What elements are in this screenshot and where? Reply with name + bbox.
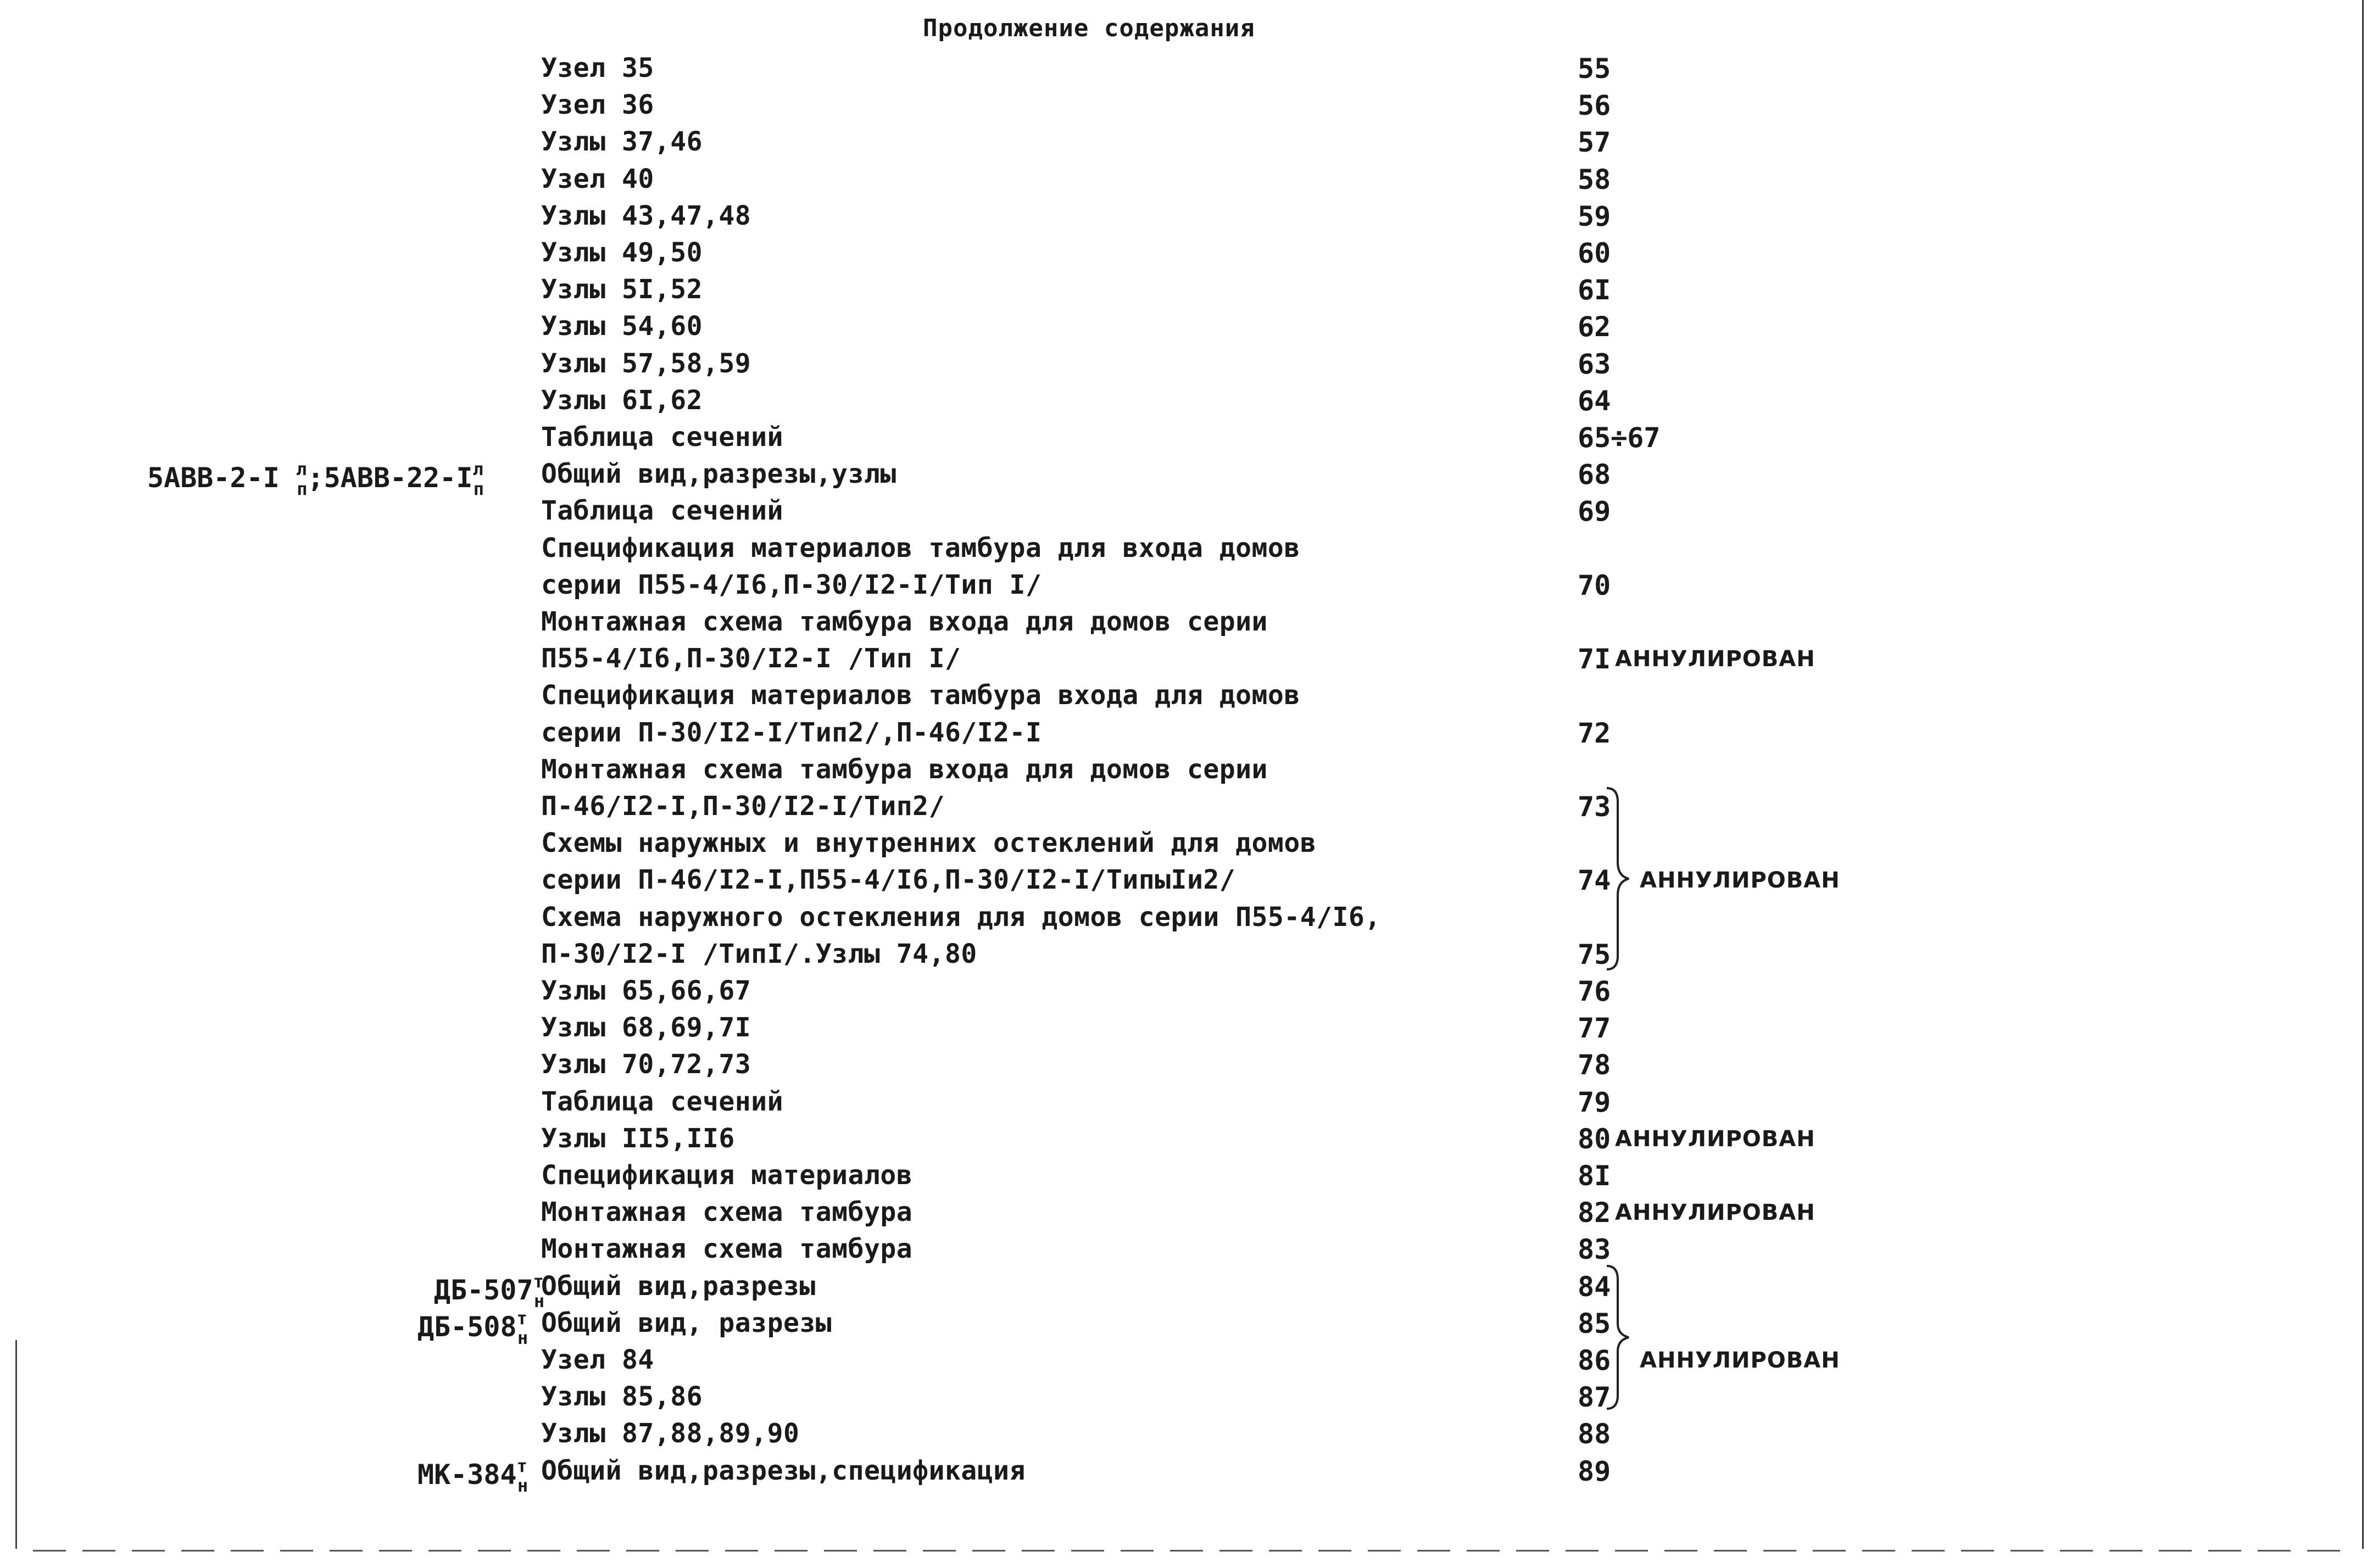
table-row xyxy=(0,939,2378,975)
page-number: 87 xyxy=(1578,1381,1611,1414)
page-number: 63 xyxy=(1578,348,1611,380)
table-row xyxy=(0,754,2378,790)
table-row xyxy=(0,1086,2378,1123)
entry-description: Общий вид,разрезы,узлы xyxy=(541,459,896,490)
subscript-mark: н xyxy=(533,1290,545,1312)
superscript-mark: л xyxy=(296,459,307,480)
entry-description: Узлы 65,66,67 xyxy=(541,975,751,1006)
code-part: 5АВВ-2-I xyxy=(147,462,296,494)
entry-description: Монтажная схема тамбура xyxy=(541,1197,913,1228)
page-number: 82 xyxy=(1578,1197,1611,1229)
entry-description: Спецификация материалов тамбура входа для домов xyxy=(541,680,1300,711)
code-part: ;5АВВ-22-I xyxy=(307,462,473,494)
entry-description: Схемы наружных и внутренних остеклений для домов xyxy=(541,828,1317,859)
drawing-code: $МК-384^т_н$ xyxy=(417,1455,528,1496)
entry-description: Монтажная схема тамбура входа для домов серии xyxy=(541,606,1268,637)
superscript-mark: т xyxy=(516,1455,527,1476)
entry-description: Узел 40 xyxy=(541,163,654,194)
table-row xyxy=(0,495,2378,532)
table-row xyxy=(0,422,2378,458)
entry-description: Таблица сечений xyxy=(541,495,783,527)
table-row xyxy=(0,1270,2378,1312)
entry-description: П-46/I2-I,П-30/I2-I/Тип2/ xyxy=(541,791,945,822)
table-row xyxy=(0,1344,2378,1381)
table-row xyxy=(0,1160,2378,1196)
entry-description: Узлы 54,60 xyxy=(541,311,703,342)
page-number: 59 xyxy=(1578,200,1611,232)
page-number: 80 xyxy=(1578,1123,1611,1155)
brace-84-87 xyxy=(1604,1263,1637,1411)
page-number: 85 xyxy=(1578,1307,1611,1340)
page-number: 78 xyxy=(1578,1049,1611,1081)
entry-description: Спецификация материалов тамбура для входа домов xyxy=(541,532,1300,563)
entry-description: Узлы 57,58,59 xyxy=(541,348,751,379)
superscript-mark: т xyxy=(516,1307,527,1329)
entry-description: Схема наружного остекления для домов серии П55-4/I6, xyxy=(541,901,1381,933)
superscript-mark: т xyxy=(533,1270,544,1292)
table-row xyxy=(0,975,2378,1012)
page-number: 60 xyxy=(1578,237,1611,269)
table-row xyxy=(0,828,2378,864)
annulled-note: АННУЛИРОВАН xyxy=(1615,1200,1815,1226)
table-row xyxy=(0,1381,2378,1418)
entry-description: Узлы 5I,52 xyxy=(541,274,703,305)
table-row xyxy=(0,1123,2378,1159)
entry-description: Узел 84 xyxy=(541,1344,654,1375)
table-row xyxy=(0,348,2378,384)
page-number: 70 xyxy=(1578,569,1611,601)
page-number: 88 xyxy=(1578,1418,1611,1450)
brace-73-75 xyxy=(1604,785,1637,972)
entry-description: Монтажная схема тамбура xyxy=(541,1234,913,1265)
table-row xyxy=(0,90,2378,126)
entry-description: Таблица сечений xyxy=(541,422,783,453)
table-row xyxy=(0,680,2378,716)
table-row xyxy=(0,126,2378,163)
entry-description: Узел 35 xyxy=(541,53,654,83)
entry-description: Узел 36 xyxy=(541,90,654,121)
entry-description: Узлы 49,50 xyxy=(541,237,703,268)
table-row xyxy=(0,237,2378,274)
entry-description: Таблица сечений xyxy=(541,1086,783,1117)
page-number: 7I xyxy=(1578,643,1611,676)
annulled-note: АННУЛИРОВАН xyxy=(1615,646,1815,672)
page-number: 57 xyxy=(1578,126,1611,159)
entry-description: Узлы 87,88,89,90 xyxy=(541,1418,800,1449)
entry-description: серии П55-4/I6,П-30/I2-I/Тип I/ xyxy=(541,569,1042,600)
page-number: 83 xyxy=(1578,1234,1611,1266)
page-number: 72 xyxy=(1578,717,1611,749)
page-number: 58 xyxy=(1578,163,1611,196)
entry-description: П55-4/I6,П-30/I2-I /Тип I/ xyxy=(541,643,961,674)
entry-description: Узлы 43,47,48 xyxy=(541,200,751,231)
entry-description: П-30/I2-I /ТипI/.Узлы 74,80 xyxy=(541,938,977,969)
page-number: 75 xyxy=(1578,938,1611,970)
table-row xyxy=(0,606,2378,643)
table-row xyxy=(0,1418,2378,1454)
page-number: 56 xyxy=(1578,90,1611,122)
entry-description: Общий вид,разрезы,спецификация xyxy=(541,1455,1026,1486)
page-number: 73 xyxy=(1578,791,1611,823)
entry-description: Монтажная схема тамбура входа для домов серии xyxy=(541,754,1268,785)
subscript-mark: н xyxy=(517,1475,528,1496)
drawing-code: $ДБ-507^т_н$ xyxy=(434,1270,545,1312)
frame-left-edge xyxy=(15,1340,17,1549)
table-row xyxy=(0,385,2378,421)
entry-description: Узлы II5,II6 xyxy=(541,1123,735,1154)
page-number: 65÷67 xyxy=(1578,422,1661,454)
table-row xyxy=(0,902,2378,938)
table-row xyxy=(0,200,2378,237)
frame-right-edge xyxy=(2362,0,2364,1549)
superscript-mark: л xyxy=(472,459,483,480)
page-number: 69 xyxy=(1578,495,1611,528)
entry-description: Узлы 85,86 xyxy=(541,1381,703,1413)
table-row xyxy=(0,643,2378,679)
annulled-note: АННУЛИРОВАН xyxy=(1640,1348,1840,1373)
table-row xyxy=(0,274,2378,310)
page-number: 89 xyxy=(1578,1455,1611,1487)
annulled-note: АННУЛИРОВАН xyxy=(1640,868,1840,894)
table-row xyxy=(0,311,2378,347)
table-row xyxy=(0,533,2378,569)
page-title: Продолжение содержания xyxy=(923,14,1255,42)
page-number: 86 xyxy=(1578,1344,1611,1376)
entry-description: Общий вид, разрезы xyxy=(541,1307,832,1338)
table-row xyxy=(0,1234,2378,1270)
table-row xyxy=(0,717,2378,754)
entry-description: Узлы 70,72,73 xyxy=(541,1049,751,1080)
entry-description: Спецификация материалов xyxy=(541,1160,913,1191)
page-number: 79 xyxy=(1578,1086,1611,1118)
table-row xyxy=(0,459,2378,500)
annulled-note: АННУЛИРОВАН xyxy=(1615,1126,1815,1152)
page-number: 8I xyxy=(1578,1160,1611,1192)
table-row xyxy=(0,1012,2378,1048)
table-row xyxy=(0,791,2378,827)
table-row xyxy=(0,53,2378,89)
entry-description: Узлы 6I,62 xyxy=(541,384,703,416)
drawing-code xyxy=(147,459,484,499)
entry-description: серии П-46/I2-I,П55-4/I6,П-30/I2-I/ТипыIи2/ xyxy=(541,864,1236,896)
table-row xyxy=(0,1197,2378,1233)
page-number: 76 xyxy=(1578,975,1611,1007)
frame-bottom-edge xyxy=(33,1550,2340,1552)
entry-description: Общий вид,разрезы xyxy=(541,1270,816,1302)
page-number: 62 xyxy=(1578,311,1611,343)
subscript-mark: н xyxy=(517,1327,528,1348)
page-number: 74 xyxy=(1578,864,1611,897)
table-row xyxy=(0,570,2378,606)
subscript-mark: п xyxy=(473,478,484,500)
page-number: 64 xyxy=(1578,384,1611,417)
entry-description: Узлы 37,46 xyxy=(541,126,703,158)
page-number: 77 xyxy=(1578,1012,1611,1045)
subscript-mark: п xyxy=(297,478,308,500)
page-number: 84 xyxy=(1578,1270,1611,1303)
drawing-code: $ДБ-508^т_н$ xyxy=(417,1307,528,1348)
table-row xyxy=(0,1049,2378,1085)
table-row xyxy=(0,164,2378,200)
page-number: 55 xyxy=(1578,53,1611,85)
table-row xyxy=(0,1307,2378,1348)
entry-description: серии П-30/I2-I/Тип2/,П-46/I2-I xyxy=(541,717,1042,748)
entry-description: Узлы 68,69,7I xyxy=(541,1012,751,1044)
table-row xyxy=(0,864,2378,901)
table-row xyxy=(0,1455,2378,1496)
page-number: 68 xyxy=(1578,459,1611,491)
page-number: 6I xyxy=(1578,274,1611,306)
